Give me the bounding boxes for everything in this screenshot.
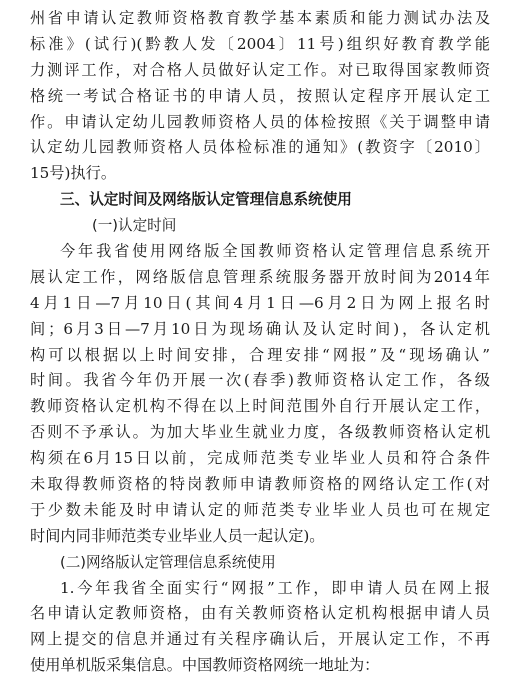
body-text-line: 间；6月3日—7月10日为现场确认及认定时间)，各认定机 (30, 319, 490, 338)
subsection-heading: (一)认定时间 (92, 217, 177, 235)
body-text-line: 4月1日—7月10日(其间4月1日—6月2日为网上报名时 (30, 293, 490, 312)
body-text-line: 名申请认定教师资格，由有关教师资格认定机构根据申请人员 (30, 604, 490, 623)
body-text-line: 时间。我省今年仍开展一次(春季)教师资格认定工作，各级 (30, 371, 490, 390)
body-text-line: 今年我省使用网络版全国教师资格认定管理信息系统开 (60, 242, 490, 261)
body-text-line: 否则不予承认。为加大毕业生就业力度，各级教师资格认定机 (30, 423, 490, 442)
body-text-line: 展认定工作，网络版信息管理系统服务器开放时间为2014年 (30, 267, 490, 286)
section-heading: 三、认定时间及网络版认定管理信息系统使用 (60, 191, 352, 209)
body-text-line: 教师资格认定机构不得在以上时间范围外自行开展认定工作， (30, 397, 490, 416)
body-text-line: 构可以根据以上时间安排，合理安排“网报”及“现场确认” (30, 345, 490, 364)
body-text-line: 时间内同非师范类专业毕业人员一起认定)。 (30, 526, 325, 545)
body-text-line: 于少数未能及时申请认定的师范类专业毕业人员也可在规定 (30, 500, 490, 519)
body-text-line: 格统一考试合格证书的申请人员，按照认定程序开展认定工 (30, 86, 490, 105)
body-text-line: 州省申请认定教师资格教育教学基本素质和能力测试办法及 (30, 9, 490, 27)
body-text-line: 作。申请认定幼儿园教师资格人员的体检按照《关于调整申请 (30, 112, 490, 131)
body-text-line: 标准》(试行)(黔教人发〔2004〕11号)组织好教育教学能 (30, 34, 490, 53)
body-text-line: 认定幼儿园教师资格人员体检标准的通知》(教资字〔2010〕 (30, 138, 490, 157)
body-text-line: 15号)执行。 (30, 164, 117, 183)
subsection-heading: (二)网络版认定管理信息系统使用 (60, 553, 276, 571)
body-text-line: 网上提交的信息并通过有关程序确认后，开展认定工作，不再 (30, 630, 490, 649)
body-text-line: 未取得教师资格的特岗教师申请教师资格的网络认定工作(对 (30, 475, 490, 494)
body-text-line: 使用单机版采集信息。中国教师资格网统一地址为： (30, 656, 380, 675)
body-text-line: 力测评工作，对合格人员做好认定工作。对已取得国家教师资 (30, 60, 490, 79)
body-text-line: 构须在6月15日以前，完成师范类专业毕业人员和符合条件 (30, 449, 490, 468)
body-text-line: 1.今年我省全面实行“网报”工作，即申请人员在网上报 (60, 578, 490, 597)
